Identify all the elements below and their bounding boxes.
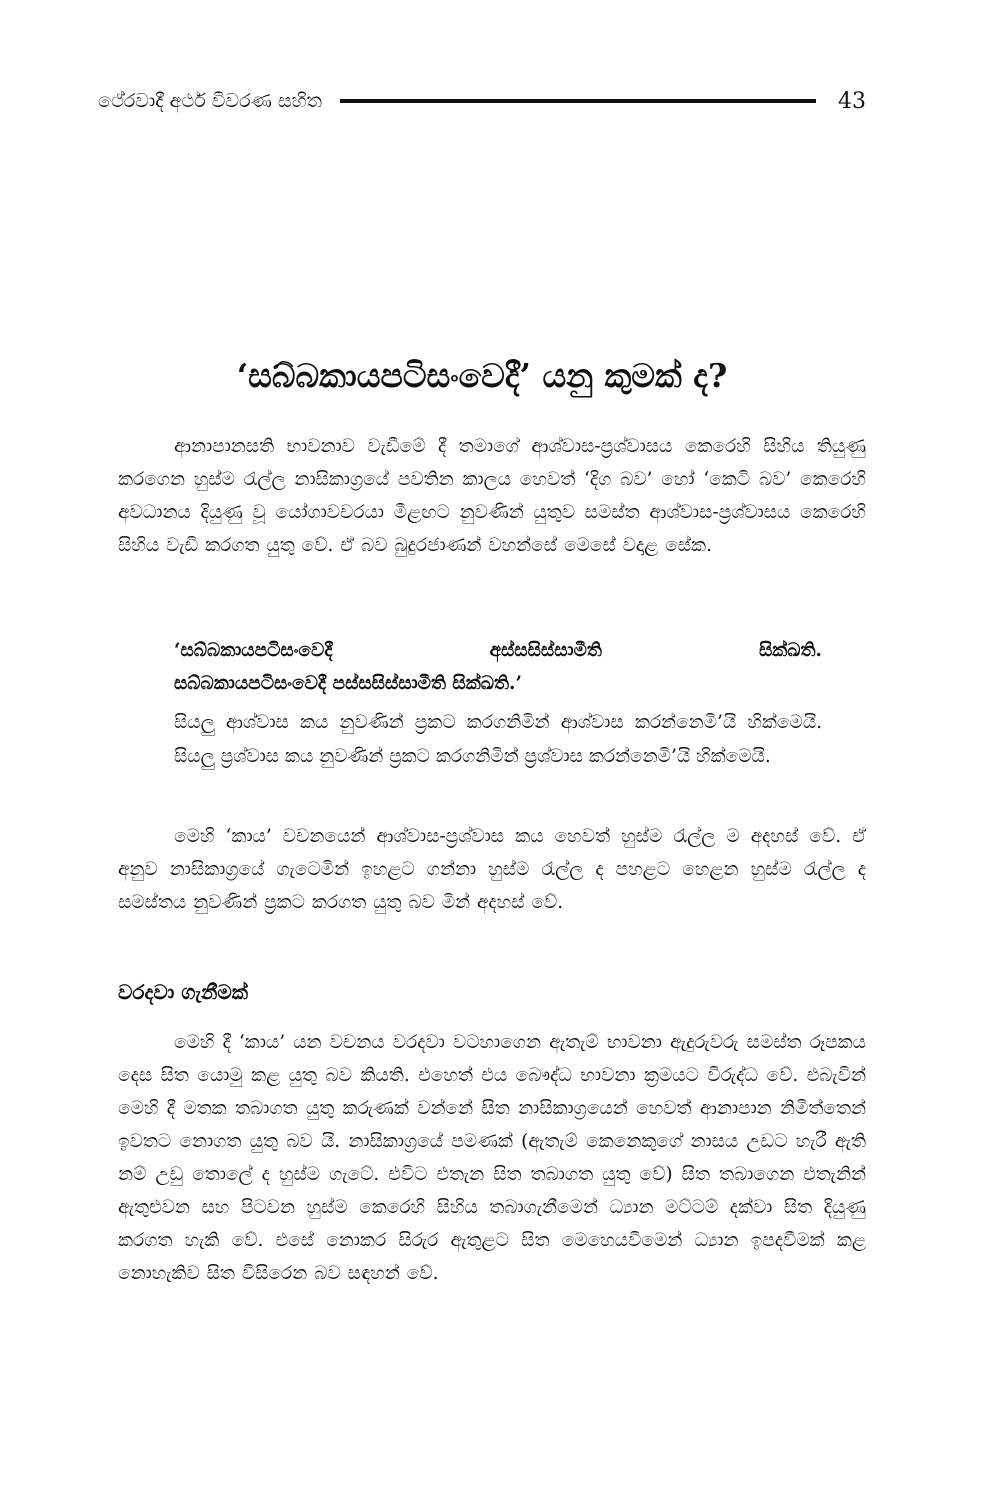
section-subheading: වරදවා ගැනීමක් [118, 980, 249, 1004]
chapter-title: ‘සබ්බකායපටිසංවෙදී’ යනු කුමක් ද? [236, 356, 728, 395]
running-head-rule [340, 99, 816, 103]
pali-quote-part-3: සික්ඛති. [758, 640, 822, 661]
pali-quote-line-1 [174, 634, 822, 667]
pali-quote-line-2: සබ්බකායපටිසංවෙදී පස්සසිස්සාමීති සික්ඛති.’ [174, 673, 522, 694]
paragraph-misunderstanding: මෙහි දී ‘කාය’ යන වචනය වරදවා වටහාගෙන ඇතැම් භාවනා ඇදුරුවරු සමස්ත රූපකය දෙස සිත යොමු කළ යුතු බව කියති. එහෙත් එය බෞද්ධ භාවනා ක්‍රමයට විරුද්ධ වේ. එබැවින් මෙහි දී මතක තබාගත යුතු කරුණක් වන්නේ සිත නාසිකාග්‍රයෙන් හෙවත් ආනාපාන නිමිත්තෙන් ඉවතට නොගත යුතු බව යි. නාසිකාග්‍රයේ පමණක් (ඇතැම් කෙනෙකුගේ නාසය උඩට හැරී ඇති නම් උඩු තොලේ ද හුස්ම ගැටේ. එවිට එතැන සිත තබාගත යුතු වේ) සිත තබාගෙන එතැනින් ඇතුළුවන සහ පිටවන හුස්ම කෙරෙහි සිහිය තබාගැනීමෙන් ධ්‍යාන මට්ටම් දක්වා සිත දියුණු කරගත හැකි වේ. එසේ නොකර සිරුර ඇතුළට සිත මෙහෙයවීමෙන් ධ්‍යාන ඉපදවීමක් කළ නොහැකිව සිත විසිරෙන බව සඳහන් වේ. [118, 1032, 866, 1284]
page-number: 43 [838, 88, 866, 114]
paragraph-intro: ආනාපානසති භාවනාව වැඩීමේ දී තමාගේ ආශ්වාස-ප්‍රශ්වාසය කෙරෙහි සිහිය තියුණු කරගෙන හුස්ම රැල්ල නාසිකාග්‍රයේ පවතින කාලය හෙවත් ‘දිග බව’ හෝ ‘කෙටි බව’ කෙරෙහි අවධානය දියුණු වූ යෝගාවචරයා මීළඟට නුවණින් යුතුව සමස්ත ආශ්වාස-ප්‍රශ්වාසය කෙරෙහි සිහිය වැඩි කරගත යුතු වේ. ඒ බව බුදුරජාණන් වහන්සේ මෙසේ වදාළ සේක. [118, 436, 866, 556]
pali-quote-part-2: අස්සසිස්සාමීති [489, 640, 602, 661]
running-head-title: ථේරවාදී අර්ථ විවරණ සහිත [98, 90, 322, 112]
pali-quote-part-1: ‘සබ්බකායපටිසංවෙදී [174, 640, 333, 661]
running-head [98, 84, 866, 118]
pali-quote [174, 634, 822, 700]
paragraph-explanation: මෙහි ‘කාය’ වචනයෙන් ආශ්වාස-ප්‍රශ්වාස කය හෙවත් හුස්ම රැල්ල ම අදහස් වේ. ඒ අනුව නාසිකාග්‍රයේ ගැටෙමින් ඉහළට ගන්නා හුස්ම රැල්ල ද පහළට හෙළන හුස්ම රැල්ල ද සමස්තය නුවණින් ප්‍රකට කරගත යුතු බව මින් අදහස් වේ. [118, 826, 866, 913]
quote-translation: සියලු ආශ්වාස කය නුවණින් ප්‍රකට කරගනිමින් ආශ්වාස කරන්නෙමි’යි හික්මෙයි. සියලු ප්‍රශ්වාස කය නුවණින් ප්‍රකට කරගනිමින් ප්‍රශ්වාස කරන්නෙමි’යි හික්මෙයි. [174, 712, 822, 767]
